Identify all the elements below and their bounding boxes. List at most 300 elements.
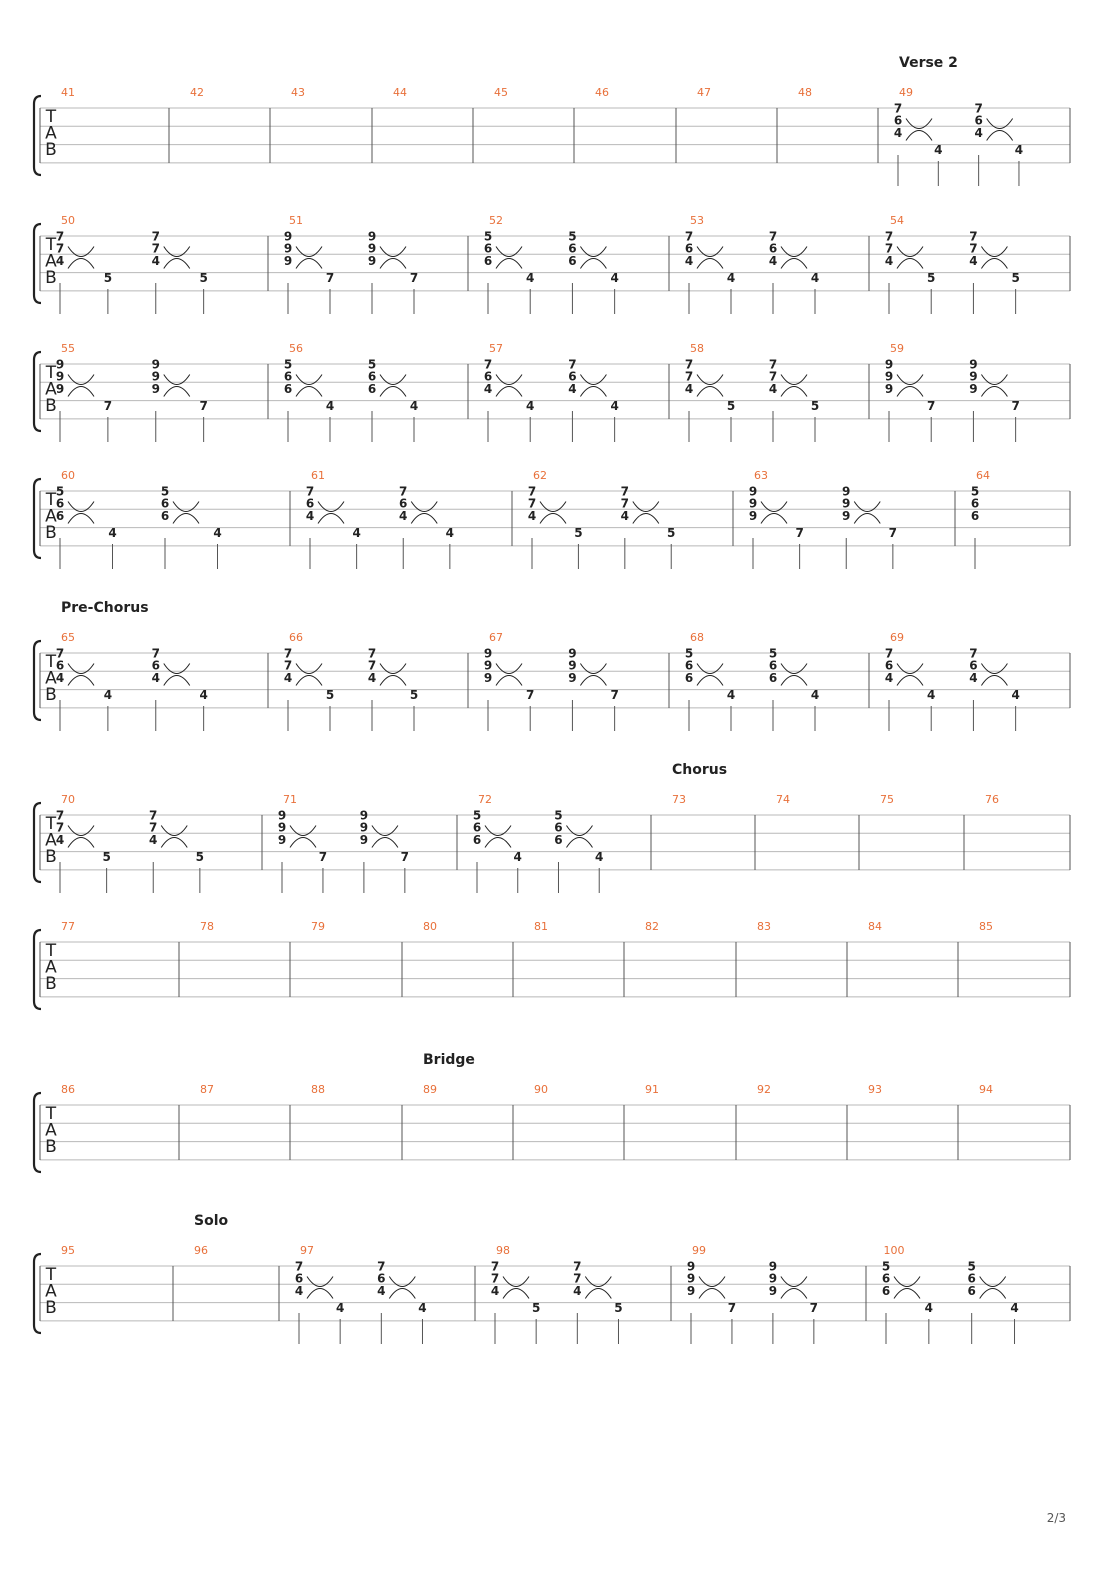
measure-number: 81 — [534, 920, 548, 933]
bass-fret-number: 5 — [102, 850, 111, 864]
chord-fret-number: 7 — [149, 808, 158, 823]
bass-fret-number: 4 — [352, 526, 361, 540]
strum-arc — [585, 1277, 611, 1287]
strum-arc — [981, 664, 1007, 674]
bass-fret-number: 4 — [726, 688, 736, 702]
chord-fret-number: 9 — [55, 381, 65, 396]
bass-fret-number: 7 — [409, 271, 419, 285]
strum-arc — [761, 514, 787, 524]
bass-fret-number: 5 — [409, 688, 419, 702]
strum-arc — [781, 664, 807, 674]
chord-fret-number: 5 — [684, 646, 694, 661]
chord-fret-number: 6 — [768, 670, 778, 685]
chord-fret-number: 9 — [842, 484, 851, 499]
strum-arc — [980, 1277, 1006, 1287]
chord-fret-number: 7 — [294, 1259, 304, 1274]
strum-arc — [980, 1289, 1006, 1299]
tab-clef-letter: A — [45, 251, 57, 272]
measure-number: 86 — [61, 1083, 75, 1096]
chord-fret-number: 7 — [55, 229, 65, 244]
chord-fret-number: 4 — [969, 253, 978, 268]
bass-fret-number: 5 — [614, 1301, 623, 1315]
chord-fret-number: 6 — [974, 113, 983, 128]
chord-fret-number: 9 — [483, 670, 493, 685]
strum-arc — [496, 259, 522, 269]
chord-fret-number: 4 — [283, 670, 293, 685]
strum-arc — [580, 247, 606, 257]
chord-fret-number: 7 — [283, 658, 293, 673]
bass-fret-number: 7 — [318, 850, 328, 864]
chord-fret-number: 7 — [684, 357, 694, 372]
strum-arc — [697, 247, 723, 257]
strum-arc — [580, 664, 606, 674]
chord-fret-number: 9 — [768, 1259, 778, 1274]
chord-fret-number: 4 — [684, 253, 694, 268]
chord-fret-number: 4 — [305, 508, 315, 523]
strum-arc — [699, 1277, 725, 1287]
chord-fret-number: 7 — [283, 646, 293, 661]
strum-arc — [485, 826, 511, 836]
bass-fret-number: 4 — [418, 1301, 427, 1315]
measure-number: 98 — [496, 1244, 510, 1257]
section-marker: Solo — [194, 1213, 229, 1229]
chord-fret-number: 4 — [151, 253, 160, 268]
measure-number: 48 — [798, 86, 812, 99]
strum-arc — [164, 676, 190, 686]
measure-number: 63 — [754, 469, 768, 482]
measure-number: 76 — [985, 793, 999, 806]
chord-fret-number: 5 — [55, 484, 65, 499]
chord-fret-number: 7 — [969, 229, 978, 244]
chord-fret-number: 4 — [893, 125, 903, 140]
strum-arc — [296, 375, 322, 385]
measure-number: 93 — [868, 1083, 882, 1096]
chord-fret-number: 9 — [686, 1259, 696, 1274]
bass-fret-number: 4 — [409, 399, 419, 413]
chord-fret-number: 9 — [768, 1283, 778, 1298]
chord-fret-number: 6 — [483, 369, 493, 384]
strum-arc — [906, 119, 932, 129]
chord-fret-number: 7 — [568, 357, 577, 372]
chord-fret-number: 9 — [367, 241, 377, 256]
tab-clef-letter: B — [45, 1298, 57, 1318]
chord-fret-number: 5 — [970, 484, 980, 499]
bass-fret-number: 7 — [400, 850, 410, 864]
tab-clef-letter: A — [45, 1281, 57, 1302]
measure-number: 100 — [883, 1244, 905, 1257]
measure-number: 71 — [283, 793, 297, 806]
tab-clef-letter: A — [45, 123, 57, 144]
chord-fret-number: 9 — [842, 508, 851, 523]
chord-fret-number: 4 — [377, 1283, 386, 1298]
chord-fret-number: 6 — [568, 369, 577, 384]
measure-number: 73 — [672, 793, 686, 806]
chord-fret-number: 4 — [969, 670, 978, 685]
strum-arc — [580, 375, 606, 385]
chord-fret-number: 4 — [573, 1283, 582, 1298]
chord-fret-number: 6 — [568, 253, 577, 268]
measure-number: 97 — [300, 1244, 314, 1257]
strum-arc — [173, 502, 199, 512]
chord-fret-number: 5 — [483, 229, 493, 244]
measure-number: 64 — [976, 469, 990, 482]
chord-fret-number: 7 — [527, 484, 537, 499]
chord-fret-number: 9 — [367, 229, 377, 244]
tab-clef-letter: A — [45, 506, 57, 527]
strum-arc — [987, 119, 1013, 129]
bass-fret-number: 4 — [1010, 1301, 1019, 1315]
chord-fret-number: 6 — [684, 658, 694, 673]
strum-arc — [296, 664, 322, 674]
bass-fret-number: 7 — [888, 526, 898, 540]
strum-arc — [380, 247, 406, 257]
chord-fret-number: 6 — [684, 670, 694, 685]
chord-fret-number: 6 — [305, 496, 315, 511]
measure-number: 87 — [200, 1083, 214, 1096]
chord-fret-number: 9 — [283, 253, 293, 268]
measure-number: 72 — [478, 793, 492, 806]
strum-arc — [372, 838, 398, 848]
bass-fret-number: 4 — [445, 526, 455, 540]
chord-fret-number: 9 — [568, 670, 577, 685]
bass-fret-number: 4 — [199, 688, 208, 702]
chord-fret-number: 4 — [55, 832, 65, 847]
strum-arc — [161, 826, 187, 836]
chord-fret-number: 7 — [573, 1259, 582, 1274]
chord-fret-number: 7 — [151, 241, 160, 256]
bass-fret-number: 5 — [531, 1301, 541, 1315]
chord-fret-number: 6 — [483, 241, 493, 256]
chord-fret-number: 9 — [483, 646, 493, 661]
measure-number: 53 — [690, 214, 704, 227]
measure-number: 94 — [979, 1083, 993, 1096]
chord-fret-number: 4 — [568, 381, 577, 396]
chord-fret-number: 6 — [55, 508, 65, 523]
strum-arc — [161, 838, 187, 848]
chord-fret-number: 7 — [377, 1259, 386, 1274]
chord-fret-number: 9 — [969, 369, 978, 384]
strum-arc — [781, 1277, 807, 1287]
chord-fret-number: 9 — [277, 832, 287, 847]
chord-fret-number: 7 — [367, 658, 377, 673]
strum-arc — [68, 247, 94, 257]
chord-fret-number: 7 — [151, 229, 160, 244]
chord-fret-number: 9 — [842, 496, 851, 511]
chord-fret-number: 9 — [748, 508, 758, 523]
strum-arc — [781, 1289, 807, 1299]
strum-arc — [897, 387, 923, 397]
strum-arc — [697, 676, 723, 686]
chord-fret-number: 7 — [974, 101, 983, 116]
chord-fret-number: 6 — [967, 1283, 976, 1298]
measure-number: 47 — [697, 86, 711, 99]
strum-arc — [503, 1277, 529, 1287]
strum-arc — [981, 259, 1007, 269]
strum-arc — [781, 375, 807, 385]
strum-arc — [173, 514, 199, 524]
strum-arc — [633, 514, 659, 524]
chord-fret-number: 7 — [149, 820, 158, 835]
strum-arc — [164, 664, 190, 674]
tab-clef-letter: B — [45, 1137, 57, 1157]
measure-number: 92 — [757, 1083, 771, 1096]
strum-arc — [68, 664, 94, 674]
chord-fret-number: 9 — [151, 381, 160, 396]
strum-arc — [781, 247, 807, 257]
tab-clef-letter: B — [45, 268, 57, 288]
measure-number: 45 — [494, 86, 508, 99]
chord-fret-number: 6 — [884, 658, 894, 673]
chord-fret-number: 4 — [884, 670, 894, 685]
measure-number: 49 — [899, 86, 913, 99]
strum-arc — [372, 826, 398, 836]
chord-fret-number: 9 — [151, 369, 160, 384]
strum-arc — [699, 1289, 725, 1299]
chord-fret-number: 6 — [55, 496, 65, 511]
chord-fret-number: 5 — [881, 1259, 891, 1274]
chord-fret-number: 6 — [283, 381, 293, 396]
chord-fret-number: 6 — [881, 1283, 891, 1298]
strum-arc — [496, 375, 522, 385]
tab-clef-letter: A — [45, 1120, 57, 1141]
measure-number: 56 — [289, 342, 303, 355]
chord-fret-number: 4 — [884, 253, 894, 268]
strum-arc — [164, 387, 190, 397]
chord-fret-number: 9 — [283, 241, 293, 256]
page-number: 2/3 — [1046, 1511, 1066, 1525]
chord-fret-number: 6 — [367, 369, 377, 384]
bass-fret-number: 7 — [610, 688, 619, 702]
chord-fret-number: 9 — [568, 658, 577, 673]
strum-arc — [897, 676, 923, 686]
strum-arc — [540, 502, 566, 512]
measure-number: 79 — [311, 920, 325, 933]
chord-fret-number: 9 — [686, 1271, 696, 1286]
bass-fret-number: 5 — [810, 399, 820, 413]
chord-fret-number: 4 — [768, 381, 778, 396]
chord-fret-number: 9 — [686, 1283, 696, 1298]
strum-arc — [68, 259, 94, 269]
measure-number: 54 — [890, 214, 904, 227]
chord-fret-number: 9 — [359, 808, 369, 823]
strum-arc — [68, 514, 94, 524]
strum-arc — [296, 387, 322, 397]
strum-arc — [164, 259, 190, 269]
chord-fret-number: 9 — [359, 832, 369, 847]
strum-arc — [296, 259, 322, 269]
bass-fret-number: 4 — [1011, 688, 1020, 702]
chord-fret-number: 4 — [768, 253, 778, 268]
tab-clef-letter: T — [45, 814, 57, 834]
measure-number: 60 — [61, 469, 75, 482]
bass-fret-number: 4 — [1014, 143, 1024, 157]
strum-arc — [68, 826, 94, 836]
chord-fret-number: 7 — [884, 646, 894, 661]
measure-number: 91 — [645, 1083, 659, 1096]
bass-fret-number: 7 — [795, 526, 804, 540]
chord-fret-number: 4 — [55, 670, 65, 685]
strum-arc — [496, 664, 522, 674]
measure-number: 78 — [200, 920, 214, 933]
chord-fret-number: 6 — [483, 253, 493, 268]
strum-arc — [290, 826, 316, 836]
measure-number: 42 — [190, 86, 204, 99]
strum-arc — [580, 676, 606, 686]
strum-arc — [307, 1277, 333, 1287]
measure-number: 41 — [61, 86, 75, 99]
strum-arc — [580, 387, 606, 397]
tab-clef-letter: T — [45, 490, 57, 510]
measure-number: 62 — [533, 469, 547, 482]
strum-arc — [981, 676, 1007, 686]
chord-fret-number: 7 — [884, 241, 894, 256]
chord-fret-number: 9 — [884, 369, 894, 384]
measure-number: 74 — [776, 793, 790, 806]
strum-arc — [380, 676, 406, 686]
chord-fret-number: 5 — [568, 229, 577, 244]
strum-arc — [411, 502, 437, 512]
strum-arc — [68, 676, 94, 686]
strum-arc — [781, 387, 807, 397]
chord-fret-number: 7 — [151, 646, 160, 661]
chord-fret-number: 5 — [367, 357, 377, 372]
tab-clef-letter: A — [45, 957, 57, 978]
chord-fret-number: 9 — [884, 357, 894, 372]
strum-arc — [697, 259, 723, 269]
bass-fret-number: 4 — [213, 526, 222, 540]
strum-arc — [585, 1289, 611, 1299]
chord-fret-number: 7 — [55, 820, 65, 835]
bass-fret-number: 5 — [1011, 271, 1020, 285]
strum-arc — [897, 664, 923, 674]
chord-fret-number: 4 — [483, 381, 493, 396]
measure-number: 57 — [489, 342, 503, 355]
chord-fret-number: 9 — [359, 820, 369, 835]
section-marker: Verse 2 — [899, 55, 958, 71]
tab-clef-letter: B — [45, 396, 57, 416]
strum-arc — [897, 375, 923, 385]
measure-number: 89 — [423, 1083, 437, 1096]
chord-fret-number: 4 — [399, 508, 408, 523]
chord-fret-number: 5 — [283, 357, 293, 372]
chord-fret-number: 7 — [573, 1271, 582, 1286]
strum-arc — [566, 826, 592, 836]
chord-fret-number: 7 — [55, 646, 65, 661]
chord-fret-number: 7 — [893, 101, 903, 116]
tab-clef-letter: T — [45, 652, 57, 672]
chord-fret-number: 6 — [554, 832, 563, 847]
chord-fret-number: 5 — [554, 808, 563, 823]
chord-fret-number: 6 — [881, 1271, 891, 1286]
chord-fret-number: 6 — [294, 1271, 304, 1286]
chord-fret-number: 7 — [969, 241, 978, 256]
chord-fret-number: 9 — [768, 1271, 778, 1286]
strum-arc — [296, 247, 322, 257]
measure-number: 44 — [393, 86, 407, 99]
chord-fret-number: 4 — [149, 832, 158, 847]
strum-arc — [761, 502, 787, 512]
measure-number: 95 — [61, 1244, 75, 1257]
chord-fret-number: 6 — [367, 381, 377, 396]
chord-fret-number: 4 — [55, 253, 65, 268]
bass-fret-number: 4 — [924, 1301, 934, 1315]
strum-arc — [380, 375, 406, 385]
measure-number: 82 — [645, 920, 659, 933]
chord-fret-number: 5 — [472, 808, 482, 823]
chord-fret-number: 6 — [768, 658, 778, 673]
strum-arc — [503, 1289, 529, 1299]
strum-arc — [318, 514, 344, 524]
chord-fret-number: 7 — [367, 646, 377, 661]
chord-fret-number: 7 — [483, 357, 493, 372]
section-marker: Bridge — [423, 1052, 475, 1068]
chord-fret-number: 7 — [768, 229, 778, 244]
bass-fret-number: 4 — [934, 143, 943, 157]
measure-number: 61 — [311, 469, 325, 482]
chord-fret-number: 9 — [151, 357, 160, 372]
strum-arc — [981, 247, 1007, 257]
tab-clef-letter: B — [45, 974, 57, 994]
chord-fret-number: 9 — [55, 369, 65, 384]
chord-fret-number: 7 — [768, 369, 778, 384]
chord-fret-number: 5 — [967, 1259, 976, 1274]
strum-arc — [981, 375, 1007, 385]
chord-fret-number: 6 — [377, 1271, 386, 1286]
measure-number: 67 — [489, 631, 503, 644]
strum-arc — [380, 387, 406, 397]
chord-fret-number: 9 — [748, 496, 758, 511]
chord-fret-number: 6 — [970, 508, 980, 523]
strum-arc — [697, 375, 723, 385]
bass-fret-number: 4 — [610, 399, 619, 413]
strum-arc — [68, 502, 94, 512]
bass-fret-number: 4 — [335, 1301, 345, 1315]
measure-number: 88 — [311, 1083, 325, 1096]
chord-fret-number: 4 — [527, 508, 537, 523]
strum-arc — [68, 375, 94, 385]
tab-clef-letter: B — [45, 685, 57, 705]
strum-arc — [633, 502, 659, 512]
bass-fret-number: 7 — [526, 688, 535, 702]
strum-arc — [389, 1277, 415, 1287]
measure-number: 65 — [61, 631, 75, 644]
chord-fret-number: 7 — [969, 646, 978, 661]
chord-fret-number: 6 — [472, 820, 482, 835]
chord-fret-number: 5 — [768, 646, 778, 661]
chord-fret-number: 7 — [55, 808, 65, 823]
bass-fret-number: 4 — [526, 271, 535, 285]
strum-arc — [380, 664, 406, 674]
strum-arc — [697, 664, 723, 674]
chord-fret-number: 6 — [967, 1271, 976, 1286]
chord-fret-number: 6 — [970, 496, 980, 511]
chord-fret-number: 4 — [684, 381, 694, 396]
tab-clef-letter: T — [45, 363, 57, 383]
bass-fret-number: 4 — [526, 399, 535, 413]
measure-number: 70 — [61, 793, 75, 806]
chord-fret-number: 7 — [684, 369, 694, 384]
measure-number: 85 — [979, 920, 993, 933]
chord-fret-number: 7 — [768, 357, 778, 372]
chord-fret-number: 9 — [748, 484, 758, 499]
strum-arc — [318, 502, 344, 512]
bass-fret-number: 4 — [927, 688, 936, 702]
strum-arc — [897, 247, 923, 257]
chord-fret-number: 9 — [969, 381, 978, 396]
chord-fret-number: 5 — [160, 484, 170, 499]
strum-arc — [781, 676, 807, 686]
tab-clef-letter: A — [45, 668, 57, 689]
